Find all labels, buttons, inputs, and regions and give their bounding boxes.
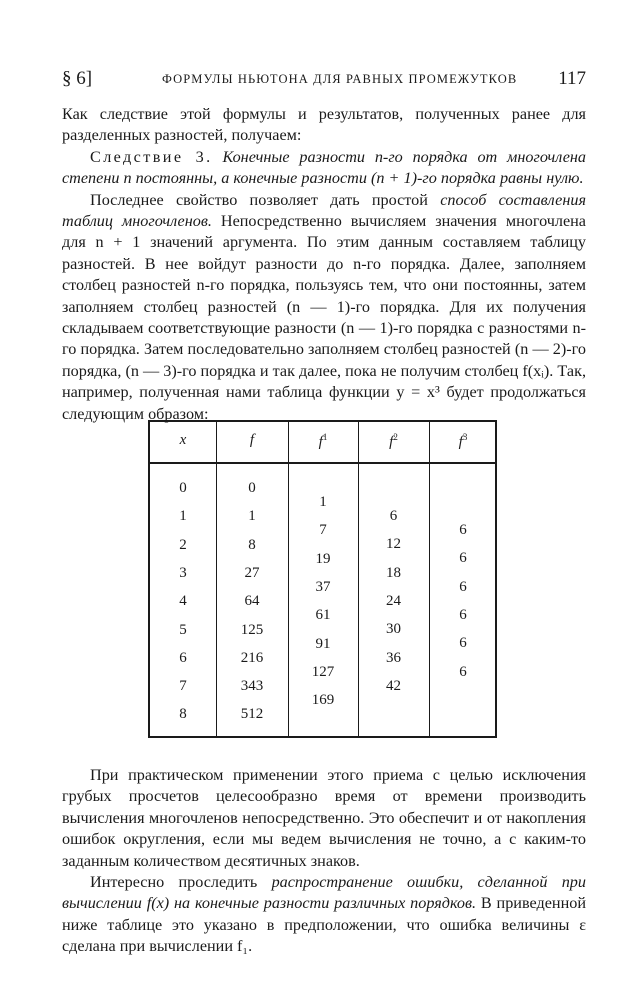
header-f1: $f^1$ [318,432,328,450]
table-cell-f1: 19 [315,550,331,567]
method-text-before: Последнее свойство позволяет дать простой [90,190,441,209]
table-cell-f2: 18 [386,564,401,581]
table-cell-f3: 6 [459,606,467,623]
table-cell-f1: 61 [315,607,331,624]
table-cell-f: 64 [244,593,260,610]
table-cell-x: 0 [179,480,187,496]
table-cell-f1: 169 [311,692,335,709]
table-cell-f: 1 [248,508,256,525]
table-cell-x: 3 [179,564,187,581]
table-cell-f: 27 [244,564,260,581]
table-cell-f: 512 [240,706,264,723]
intro-paragraph: Как следствие этой формулы и результатов, полученных ранее для разделенных разностей, получаем: [62,105,586,145]
method-text-after: Непосредственно вычисляем значения многочлена для n + 1 значений аргумента. По этим данным составляем таблицу разностей. В нее войдут разности до n-го порядка. Далее, заполняем столбец разностей n-го порядка, пользуясь тем, что они постоянны, затем заполняем столбец разностей (n — 1)-го порядка. Для их получения складываем соответствующие разности (n — 1)-го порядка с разностями n-го порядка. Затем последовательно заполняем столбец разностей (n — 2)-го порядка, (n — 3)-го порядка и так далее, пока не получим столбец f(xᵢ). Так, например, полученная нами таблица функции y = x³ будет продолжаться следующим образом: [62,212,586,423]
running-header [62,68,586,92]
error-text-before: Интересно проследить [90,873,272,892]
table-cell-f2: 12 [386,536,401,553]
method-emphasis: способ составления таблиц многочленов. [62,190,586,231]
table-cell-f: 0 [248,480,256,496]
table-cell-x: 5 [179,621,187,638]
section-number: § 6] [62,68,93,89]
table-cell-f1: 1 [319,494,327,510]
error-paragraph [62,872,586,958]
table-cell-f3: 6 [459,663,467,680]
page-number: 117 [558,68,586,89]
table-cell-x: 6 [179,649,187,666]
table-cell-x: 4 [179,593,187,610]
corollary-text: Конечные разности n-го порядка от многочлена степени n постоянны, а конечные разности (n + 1)-го порядка равны нулю. [62,147,586,188]
header-f: f [249,432,255,448]
error-emphasis: распространение ошибки, сделанной при вычислении f(x) на конечные разности различных порядков. [62,873,586,913]
table-cell-f3: 6 [459,635,467,652]
table-cell-f3: 6 [459,578,467,595]
table-cell-f: 343 [240,678,264,695]
table-cell-f: 216 [240,649,264,666]
header-f3: $f^3$ [458,432,468,450]
table-cell-f2: 30 [386,621,401,638]
text-block-top [62,104,586,425]
table-cell-f1: 7 [319,522,327,539]
practical-paragraph: При практическом применении этого приема с целью исключения грубых просчетов целесообразно время от времени производить вычисления многочленов непосредственно. Это обеспечит и от накопления ошибок округления, если мы ведем вычисления не точно, а с каким-то заданным количеством десятичных знаков. [62,766,586,870]
method-paragraph [62,190,586,425]
table-cell-x: 2 [179,536,187,553]
error-text-after: В приведенной ниже таблице это указано в предположении, что ошибка величины ε сделана при вычислении f₁. [62,894,586,956]
table-cell-f1: 37 [315,578,331,595]
table-cell-f2: 36 [386,649,401,666]
table-cell-f2: 6 [389,508,398,524]
table-cell-f: 8 [248,536,256,553]
header-x: x [179,432,187,448]
corollary-label: Следствие 3. [90,147,213,166]
table-cell-f1: 127 [311,663,335,680]
table-cell-f3: 6 [459,522,467,538]
table-cell-x: 8 [179,706,187,723]
difference-table [148,420,497,738]
table-cell-f1: 91 [315,635,331,652]
table-cell-f3: 6 [459,550,467,567]
running-title: ФОРМУЛЫ НЬЮТОНА ДЛЯ РАВНЫХ ПРОМЕЖУТКОВ [162,72,518,86]
table-cell-f: 125 [240,621,264,638]
table-cell-f2: 42 [386,677,401,694]
table-cell-x: 1 [179,508,187,525]
text-block-bottom [62,765,586,958]
corollary-paragraph [62,147,586,190]
table-cell-x: 7 [179,678,187,695]
table-cell-f2: 24 [386,592,401,609]
header-f2: $f^2$ [389,432,398,450]
